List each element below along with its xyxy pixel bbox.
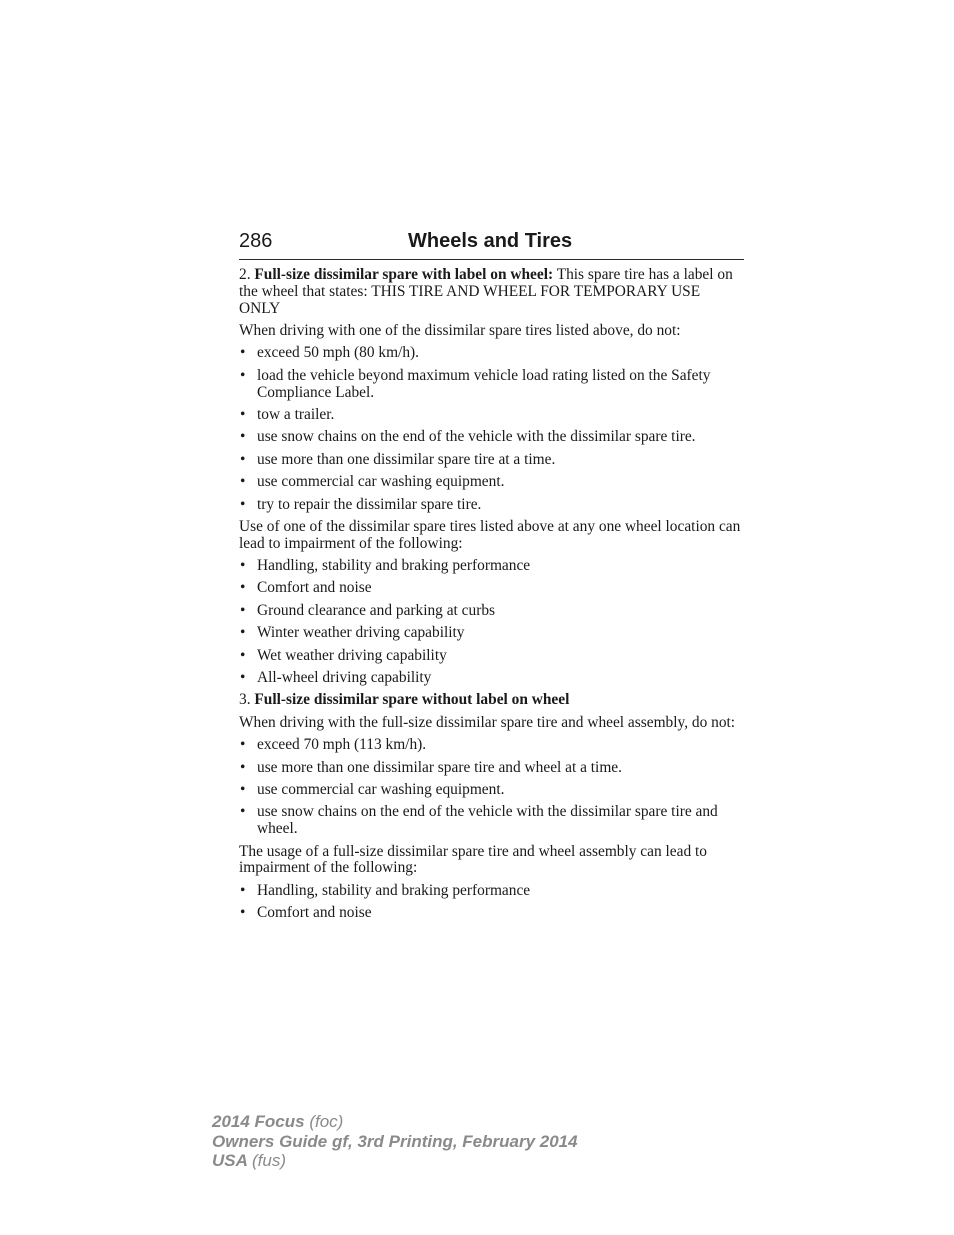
list-item: • use more than one dissimilar spare tire at a time. bbox=[239, 452, 744, 469]
footer-model: 2014 Focus bbox=[212, 1112, 305, 1131]
intro-full-size-do-not: When driving with the full-size dissimilar spare tire and wheel assembly, do not: bbox=[239, 713, 736, 731]
list-item: • Comfort and noise bbox=[239, 905, 744, 922]
list-item: • use snow chains on the end of the vehicle with the dissimilar spare tire. bbox=[239, 429, 744, 446]
item-3-number: 3. bbox=[239, 691, 251, 709]
footer-model-code: (foc) bbox=[309, 1112, 344, 1131]
list-full-size-do-not bbox=[239, 737, 744, 838]
footer-printing-line: Owners Guide gf, 3rd Printing, February 2014 bbox=[212, 1131, 578, 1151]
item-2-text: This spare tire has a label on the wheel that states: THIS TIRE AND WHEEL FOR TEMPORARY USE ONLY bbox=[239, 266, 733, 317]
footer-market-line bbox=[212, 1151, 578, 1171]
item-3 bbox=[239, 692, 744, 709]
intro-full-size-impairment: The usage of a full-size dissimilar spare tire and wheel assembly can lead to impairment of the following: bbox=[239, 842, 707, 877]
list-item: • Comfort and noise bbox=[239, 580, 744, 597]
footer-model-line bbox=[212, 1112, 578, 1132]
item-2-number: 2. bbox=[239, 266, 251, 283]
list-item: • Winter weather driving capability bbox=[239, 625, 744, 642]
list-item: • try to repair the dissimilar spare tire. bbox=[239, 497, 744, 514]
list-item: • use commercial car washing equipment. bbox=[239, 474, 744, 491]
page-content bbox=[239, 267, 744, 928]
footer-market: USA bbox=[212, 1151, 248, 1170]
list-item: • tow a trailer. bbox=[239, 407, 744, 424]
footer-market-code: (fus) bbox=[252, 1151, 286, 1170]
list-item: • exceed 50 mph (80 km/h). bbox=[239, 345, 744, 362]
list-item: • use more than one dissimilar spare tire and wheel at a time. bbox=[239, 760, 744, 777]
list-item: • Handling, stability and braking performance bbox=[239, 558, 744, 575]
item-3-heading: Full-size dissimilar spare without label on wheel bbox=[254, 691, 570, 709]
list-item: • use commercial car washing equipment. bbox=[239, 782, 744, 799]
list-item: • load the vehicle beyond maximum vehicle load rating listed on the Safety Compliance Label. bbox=[239, 368, 744, 402]
list-item: • Handling, stability and braking performance bbox=[239, 883, 744, 900]
list-do-not bbox=[239, 345, 744, 513]
list-item: • exceed 70 mph (113 km/h). bbox=[239, 737, 744, 754]
page-number: 286 bbox=[239, 230, 273, 252]
section-title: Wheels and Tires bbox=[408, 230, 573, 252]
intro-impairment: Use of one of the dissimilar spare tires listed above at any one wheel location can lead to impairment of the following: bbox=[239, 517, 741, 552]
list-item: • All-wheel driving capability bbox=[239, 670, 744, 687]
list-item: • use snow chains on the end of the vehicle with the dissimilar spare tire and wheel. bbox=[239, 804, 744, 838]
page-header bbox=[239, 228, 744, 260]
list-item: • Wet weather driving capability bbox=[239, 648, 744, 665]
list-impairment bbox=[239, 558, 744, 687]
list-item: • Ground clearance and parking at curbs bbox=[239, 603, 744, 620]
item-2-heading: Full-size dissimilar spare with label on wheel: bbox=[254, 266, 554, 283]
intro-do-not: When driving with one of the dissimilar spare tires listed above, do not: bbox=[239, 321, 681, 339]
document-footer bbox=[212, 1112, 578, 1171]
list-full-size-impairment bbox=[239, 883, 744, 922]
item-2 bbox=[239, 267, 744, 317]
